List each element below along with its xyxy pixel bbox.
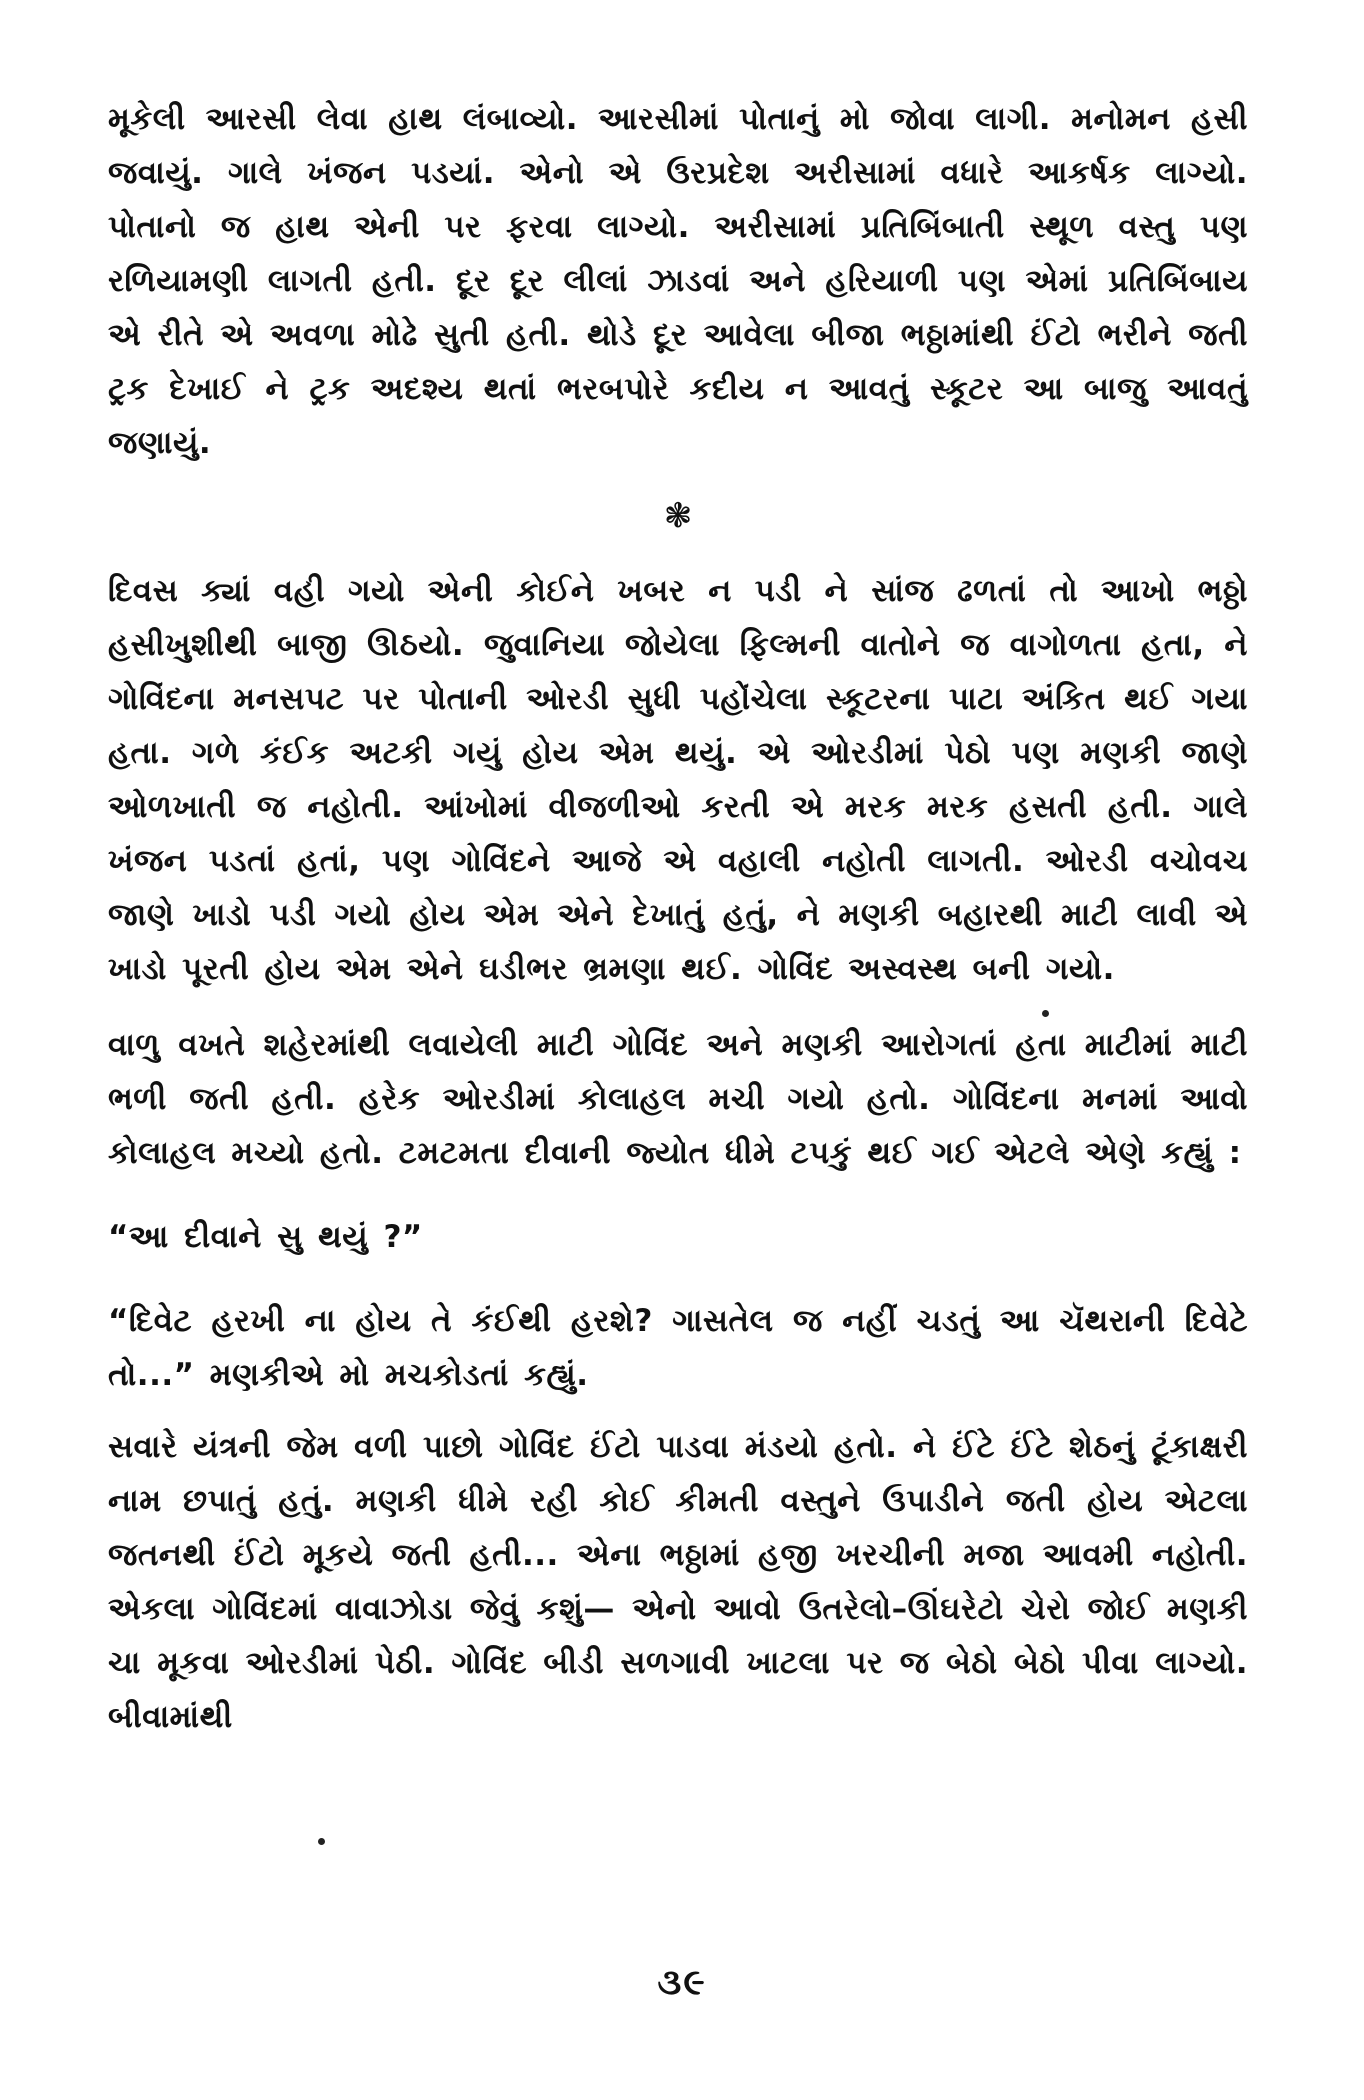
dialogue-line-2: “દિવેટ હરખી ના હોય તે કંઈથી હરશે? ગાસતેલ જ નહીં ચડતું આ ચૅથરાની દિવેટે તો...” મણકીએ મો મચકોડતાં કહ્યું.: [108, 1303, 1248, 1393]
section-separator: ❃: [663, 496, 693, 536]
paragraph-3: વાળુ વખતે શહેરમાંથી લવાયેલી માટી ગોવિંદ અને મણકી આરોગતાં હતા માટીમાં માટી ભળી જતી હતી. હરેક ઓરડીમાં કોલાહલ મચી ગયો હતો. ગોવિંદના મનમાં આવો કોલાહલ મચ્યો હતો. ટમટમતા દીવાની જ્યોત ધીમે ટપકું થઈ ગઈ એટલે એણે કહ્યું :: [108, 1027, 1248, 1171]
paragraph-2: દિવસ ક્યાં વહી ગયો એની કોઈને ખબર ન પડી ને સાંજ ઢળતાં તો આખો ભઠ્ઠો હસીખુશીથી બાજી ઊઠયો. જુવાનિયા જોયેલા ફિલ્મની વાતોને જ વાગોળતા હતા, ને ગોવિંદના મનસપટ પર પોતાની ઓરડી સુધી પહોંચેલા સ્કૂટરના પાટા અંકિત થઈ ગયા હતા. ગળે કંઈક અટકી ગયું હોય એમ થયું. એ ઓરડીમાં પેઠો પણ મણકી જાણે ઓળખાતી જ નહોતી. આંખોમાં વીજળીઓ કરતી એ મરક મરક હસતી હતી. ગાલે ખંજન પડતાં હતાં, પણ ગોવિંદને આજે એ વહાલી નહોતી લાગતી. ઓરડી વચોવચ જાણે ખાડો પડી ગયો હોય એમ એને દેખાતું હતું, ને મણકી બહારથી માટી લાવી એ ખાડો પૂરતી હોય એમ એને ઘડીભર ભ્રમણા થઈ. ગોવિંદ અસ્વસ્થ બની ગયો.: [108, 573, 1248, 987]
page-content: [108, 92, 1248, 2052]
paragraph-1: મૂકેલી આરસી લેવા હાથ લંબાવ્યો. આરસીમાં પોતાનું મો જોવા લાગી. મનોમન હસી જવાયું. ગાલે ખંજન પડયાં. એનો એ ઉરપ્રદેશ અરીસામાં વધારે આકર્ષક લાગ્યો. પોતાનો જ હાથ એની પર ફરવા લાગ્યો. અરીસામાં પ્રતિબિંબાતી સ્થૂળ વસ્તુ પણ રળિયામણી લાગતી હતી. દૂર દૂર લીલાં ઝાડવાં અને હરિયાળી પણ એમાં પ્રતિબિંબાય એ રીતે એ અવળા મોઢે સુતી હતી. થોડે દૂર આવેલા બીજા ભઠ્ઠામાંથી ઈંટો ભરીને જતી ટ્રક દેખાઈ ને ટ્રક અદશ્ય થતાં ભરબપોરે કદીય ન આવતું સ્કૂટર આ બાજુ આવતું જણાયું.: [108, 101, 1248, 461]
stray-dot-mark: [1042, 1010, 1049, 1017]
stray-dot-mark: [318, 1838, 325, 1845]
page-number: ૩૯: [657, 1962, 707, 2003]
paragraph-4: સવારે યંત્રની જેમ વળી પાછો ગોવિંદ ઈંટો પાડવા મંડયો હતો. ને ઈંટે ઈંટે શેઠનું ટૂંકાક્ષરી નામ છપાતું હતું. મણકી ધીમે રહી કોઈ કીમતી વસ્તુને ઉપાડીને જતી હોય એટલા જતનથી ઈંટો મૂકયે જતી હતી... એના ભઠ્ઠામાં હજી ખરચીની મજા આવમી નહોતી. એકલા ગોવિંદમાં વાવાઝોડા જેવું કશું— એનો આવો ઉતરેલો–ઊંઘરેટો ચેરો જોઈ મણકી ચા મૂકવા ઓરડીમાં પેઠી. ગોવિંદ બીડી સળગાવી ખાટલા પર જ બેઠો બેઠો પીવા લાગ્યો. બીવામાંથી: [108, 1429, 1248, 1735]
dialogue-line-1: “આ દીવાને સુ થયું ?”: [108, 1219, 423, 1255]
